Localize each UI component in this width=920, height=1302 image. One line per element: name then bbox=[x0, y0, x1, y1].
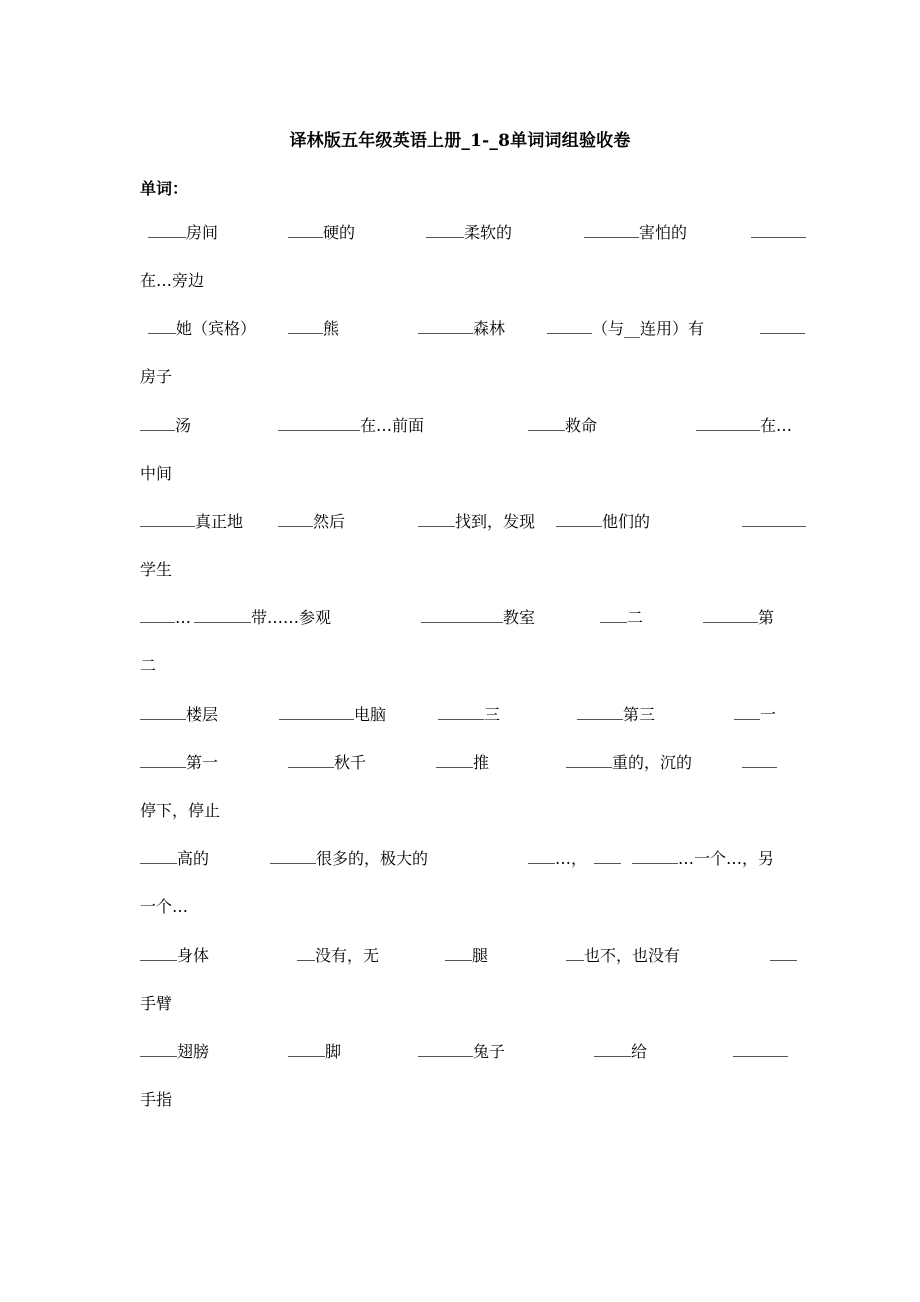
answer-blank[interactable] bbox=[696, 415, 760, 431]
answer-blank[interactable] bbox=[418, 511, 455, 527]
word-meaning: 柔软的 bbox=[464, 223, 513, 242]
answer-blank[interactable] bbox=[566, 945, 584, 961]
word-meaning: 一个… bbox=[140, 897, 189, 916]
word-meaning: 害怕的 bbox=[639, 223, 688, 242]
word-meaning: 学生 bbox=[140, 560, 173, 579]
word-entry bbox=[547, 318, 704, 340]
answer-blank[interactable] bbox=[279, 704, 354, 720]
word-line bbox=[0, 896, 920, 918]
word-line bbox=[0, 800, 920, 822]
answer-blank[interactable] bbox=[632, 848, 678, 864]
answer-blank[interactable] bbox=[418, 318, 473, 334]
word-meaning: 熊 bbox=[323, 319, 340, 338]
word-line bbox=[0, 415, 920, 437]
word-meaning: 房子 bbox=[140, 367, 173, 386]
answer-blank[interactable] bbox=[528, 415, 565, 431]
word-meaning: …一个…，另 bbox=[678, 849, 775, 868]
word-line bbox=[0, 1089, 920, 1111]
word-meaning: 很多的，极大的 bbox=[316, 849, 429, 868]
word-meaning: 一 bbox=[760, 705, 777, 724]
word-entry bbox=[140, 511, 243, 533]
word-entry bbox=[278, 511, 345, 533]
word-line bbox=[0, 945, 920, 967]
word-line bbox=[0, 366, 920, 388]
section-heading-words: 单词： bbox=[140, 179, 189, 198]
word-meaning: 没有，无 bbox=[315, 946, 380, 965]
word-meaning: 手臂 bbox=[140, 994, 173, 1013]
word-entry bbox=[140, 896, 188, 918]
word-entry bbox=[770, 945, 797, 967]
word-entry bbox=[566, 945, 680, 967]
answer-blank[interactable] bbox=[577, 704, 623, 720]
word-entry bbox=[556, 511, 650, 533]
answer-blank[interactable] bbox=[436, 752, 473, 768]
answer-blank[interactable] bbox=[140, 511, 195, 527]
word-entry bbox=[140, 463, 172, 485]
word-entry bbox=[140, 752, 218, 774]
word-line bbox=[0, 655, 920, 677]
answer-blank[interactable] bbox=[742, 752, 777, 768]
word-meaning: 第一 bbox=[186, 753, 219, 772]
word-entry bbox=[426, 222, 512, 244]
word-line bbox=[0, 511, 920, 533]
answer-blank[interactable] bbox=[140, 1041, 177, 1057]
word-entry bbox=[148, 318, 256, 340]
word-meaning: 手指 bbox=[140, 1090, 173, 1109]
word-line bbox=[0, 270, 920, 292]
answer-blank[interactable] bbox=[288, 1041, 325, 1057]
word-line bbox=[0, 463, 920, 485]
word-entry bbox=[703, 607, 774, 629]
word-line bbox=[0, 993, 920, 1015]
word-meaning: 教室 bbox=[503, 608, 536, 627]
word-entry bbox=[288, 1041, 341, 1063]
word-entry bbox=[760, 318, 805, 340]
word-line bbox=[0, 318, 920, 340]
answer-blank[interactable] bbox=[566, 752, 612, 768]
answer-blank[interactable] bbox=[140, 752, 186, 768]
word-meaning: 身体 bbox=[177, 946, 210, 965]
word-entry bbox=[288, 752, 366, 774]
word-meaning: 给 bbox=[631, 1042, 648, 1061]
answer-blank[interactable] bbox=[140, 415, 175, 431]
answer-blank[interactable] bbox=[760, 318, 805, 334]
answer-blank[interactable] bbox=[594, 848, 621, 864]
answer-blank[interactable] bbox=[770, 945, 797, 961]
word-entry bbox=[148, 222, 218, 244]
word-meaning: 在…旁边 bbox=[140, 271, 205, 290]
answer-blank[interactable] bbox=[140, 848, 177, 864]
word-meaning: 二 bbox=[140, 656, 157, 675]
word-entry bbox=[140, 800, 220, 822]
word-entry bbox=[297, 945, 379, 967]
word-entry bbox=[734, 704, 776, 726]
answer-blank[interactable] bbox=[438, 704, 484, 720]
word-entry bbox=[438, 704, 500, 726]
word-entry bbox=[140, 1089, 172, 1111]
word-meaning: 兔子 bbox=[473, 1042, 506, 1061]
answer-blank[interactable] bbox=[445, 945, 472, 961]
word-meaning: 三 bbox=[484, 705, 501, 724]
word-meaning: （与__连用）有 bbox=[592, 319, 705, 338]
answer-blank[interactable] bbox=[742, 511, 806, 527]
word-meaning: 真正地 bbox=[195, 512, 244, 531]
word-line bbox=[0, 752, 920, 774]
word-entry bbox=[140, 945, 209, 967]
word-entry bbox=[270, 848, 428, 870]
word-meaning: 秋千 bbox=[334, 753, 367, 772]
word-meaning: 也不，也没有 bbox=[584, 946, 681, 965]
word-entry bbox=[421, 607, 535, 629]
answer-blank[interactable] bbox=[751, 222, 806, 238]
answer-blank[interactable] bbox=[594, 1041, 631, 1057]
word-meaning: 推 bbox=[473, 753, 490, 772]
answer-blank[interactable] bbox=[270, 848, 316, 864]
word-meaning: 带……参观 bbox=[251, 608, 332, 627]
answer-blank[interactable] bbox=[528, 848, 555, 864]
answer-blank[interactable] bbox=[556, 511, 602, 527]
word-meaning: …， bbox=[555, 849, 588, 868]
answer-blank[interactable] bbox=[733, 1041, 788, 1057]
word-meaning: 硬的 bbox=[323, 223, 356, 242]
answer-blank[interactable] bbox=[600, 607, 627, 623]
word-entry bbox=[418, 318, 505, 340]
word-meaning: 中间 bbox=[140, 464, 173, 483]
word-entry bbox=[445, 945, 488, 967]
word-meaning: 重的，沉的 bbox=[612, 753, 693, 772]
answer-blank[interactable] bbox=[288, 752, 334, 768]
word-meaning: 她（宾格） bbox=[176, 319, 257, 338]
word-entry bbox=[600, 607, 643, 629]
word-line bbox=[0, 848, 920, 870]
word-entry bbox=[742, 511, 806, 533]
word-meaning: 高的 bbox=[177, 849, 210, 868]
answer-blank[interactable] bbox=[703, 607, 758, 623]
answer-blank[interactable] bbox=[421, 607, 503, 623]
word-entry bbox=[418, 511, 535, 533]
answer-blank[interactable] bbox=[148, 318, 176, 334]
word-meaning: 森林 bbox=[473, 319, 506, 338]
answer-blank[interactable] bbox=[547, 318, 592, 334]
answer-blank[interactable] bbox=[297, 945, 315, 961]
word-entry bbox=[140, 559, 172, 581]
word-entry bbox=[140, 848, 209, 870]
answer-blank[interactable] bbox=[288, 318, 323, 334]
word-line bbox=[0, 607, 920, 629]
answer-blank[interactable] bbox=[288, 222, 323, 238]
answer-blank[interactable] bbox=[418, 1041, 473, 1057]
answer-blank[interactable] bbox=[148, 222, 186, 238]
word-entry bbox=[436, 752, 489, 774]
word-entry bbox=[594, 848, 621, 870]
word-line bbox=[0, 1041, 920, 1063]
word-entry bbox=[584, 222, 687, 244]
word-entry bbox=[140, 1041, 209, 1063]
answer-blank[interactable] bbox=[584, 222, 639, 238]
word-entry bbox=[140, 993, 172, 1015]
word-entry bbox=[278, 415, 424, 437]
word-entry bbox=[140, 655, 156, 677]
word-line bbox=[0, 222, 920, 244]
word-meaning: 翅膀 bbox=[177, 1042, 210, 1061]
word-meaning: 停下，停止 bbox=[140, 801, 221, 820]
word-entry bbox=[418, 1041, 505, 1063]
word-entry bbox=[528, 415, 597, 437]
word-meaning: 第 bbox=[758, 608, 775, 627]
word-entry bbox=[279, 704, 386, 726]
word-meaning: 在… bbox=[760, 416, 793, 435]
word-meaning: 腿 bbox=[472, 946, 489, 965]
answer-blank[interactable] bbox=[194, 607, 251, 623]
answer-blank[interactable] bbox=[140, 704, 186, 720]
word-line bbox=[0, 704, 920, 726]
word-meaning: 汤 bbox=[175, 416, 192, 435]
word-entry bbox=[140, 704, 218, 726]
word-entry bbox=[140, 270, 204, 292]
word-line bbox=[0, 559, 920, 581]
word-entry bbox=[696, 415, 792, 437]
answer-blank[interactable] bbox=[278, 511, 313, 527]
word-meaning: 第三 bbox=[623, 705, 656, 724]
word-meaning: 楼层 bbox=[186, 705, 219, 724]
answer-blank[interactable] bbox=[734, 704, 760, 720]
page-title: 译林版五年级英语上册_1-_8单词词组验收卷 bbox=[289, 131, 631, 151]
answer-blank[interactable] bbox=[278, 415, 360, 431]
answer-blank[interactable] bbox=[426, 222, 464, 238]
word-entry bbox=[566, 752, 692, 774]
word-entry bbox=[288, 318, 339, 340]
word-entry bbox=[140, 366, 172, 388]
word-meaning: 救命 bbox=[565, 416, 598, 435]
word-entry bbox=[194, 607, 331, 629]
word-entry bbox=[577, 704, 655, 726]
word-entry bbox=[528, 848, 587, 870]
word-entry bbox=[140, 415, 191, 437]
word-entry bbox=[594, 1041, 647, 1063]
word-entry bbox=[140, 607, 191, 629]
answer-blank[interactable] bbox=[140, 945, 177, 961]
word-entry bbox=[742, 752, 777, 774]
word-meaning: 电脑 bbox=[354, 705, 387, 724]
word-meaning: 他们的 bbox=[602, 512, 651, 531]
word-entry bbox=[632, 848, 774, 870]
word-meaning: 二 bbox=[627, 608, 644, 627]
word-entry bbox=[288, 222, 355, 244]
word-meaning: 房间 bbox=[186, 223, 219, 242]
word-meaning: 找到，发现 bbox=[455, 512, 536, 531]
word-entry bbox=[733, 1041, 788, 1063]
word-entry bbox=[751, 222, 806, 244]
answer-blank[interactable] bbox=[140, 607, 175, 623]
word-meaning: 然后 bbox=[313, 512, 346, 531]
word-meaning: … bbox=[175, 608, 191, 627]
word-meaning: 脚 bbox=[325, 1042, 342, 1061]
word-meaning: 在…前面 bbox=[360, 416, 425, 435]
